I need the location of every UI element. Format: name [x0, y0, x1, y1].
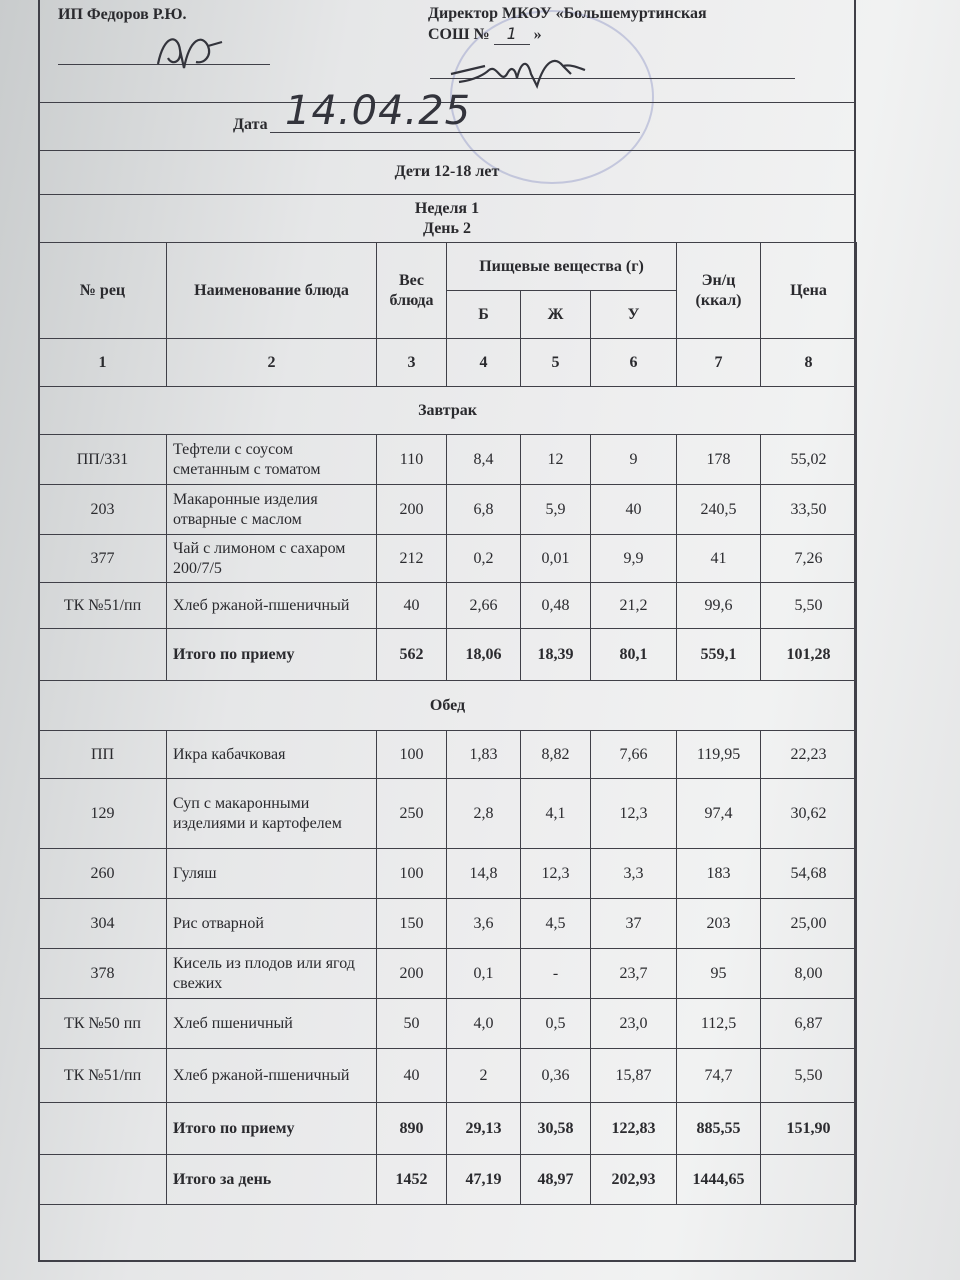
dish-name: Кисель из плодов или ягод свежих [167, 949, 377, 999]
recipe-number: 129 [39, 779, 167, 849]
energy-value: 99,6 [677, 583, 761, 629]
dish-name: Макаронные изделия отварные с маслом [167, 485, 377, 535]
dish-weight: 150 [377, 899, 447, 949]
dish-name: Хлеб пшеничный [167, 999, 377, 1049]
lunch-section-row [39, 681, 857, 731]
total-label: Итого по приему [167, 629, 377, 681]
protein-value: 6,8 [447, 485, 521, 535]
carbs-value: 12,3 [591, 779, 677, 849]
column-number-row [39, 339, 857, 387]
breakfast-title: Завтрак [39, 387, 857, 435]
day-total-price [761, 1155, 857, 1205]
dish-weight: 50 [377, 999, 447, 1049]
dish-name: Гуляш [167, 849, 377, 899]
carbs-value: 37 [591, 899, 677, 949]
dish-name: Тефтели с соусом сметанным с томатом [167, 435, 377, 485]
dish-weight: 40 [377, 583, 447, 629]
energy-value: 203 [677, 899, 761, 949]
supplier-signature [150, 28, 230, 74]
table-row [39, 435, 857, 485]
total-protein: 29,13 [447, 1103, 521, 1155]
recipe-number: 377 [39, 535, 167, 583]
price-value: 54,68 [761, 849, 857, 899]
energy-value: 183 [677, 849, 761, 899]
col-protein-header: Б [447, 291, 521, 339]
column-number: 8 [761, 339, 857, 387]
energy-value: 95 [677, 949, 761, 999]
total-price: 151,90 [761, 1103, 857, 1155]
dish-weight: 212 [377, 535, 447, 583]
fat-value: - [521, 949, 591, 999]
carbs-value: 21,2 [591, 583, 677, 629]
protein-value: 0,2 [447, 535, 521, 583]
price-value: 7,26 [761, 535, 857, 583]
fat-value: 12,3 [521, 849, 591, 899]
table-row [39, 731, 857, 779]
breakfast-total-row [39, 629, 857, 681]
fat-value: 5,9 [521, 485, 591, 535]
age-group: Дети 12-18 лет [394, 163, 500, 180]
total-protein: 18,06 [447, 629, 521, 681]
energy-value: 112,5 [677, 999, 761, 1049]
director-block [428, 4, 707, 45]
date-line [270, 132, 640, 133]
price-value: 8,00 [761, 949, 857, 999]
total-energy: 559,1 [677, 629, 761, 681]
protein-value: 1,83 [447, 731, 521, 779]
dish-name: Икра кабачковая [167, 731, 377, 779]
recipe-number: 260 [39, 849, 167, 899]
total-energy: 885,55 [677, 1103, 761, 1155]
column-number: 2 [167, 339, 377, 387]
table-row [39, 583, 857, 629]
energy-value: 74,7 [677, 1049, 761, 1103]
table-row [39, 535, 857, 583]
carbs-value: 3,3 [591, 849, 677, 899]
col-dish-header: Наименование блюда [167, 243, 377, 339]
director-title: Директор МКОУ «Большемуртинская [428, 5, 707, 22]
total-carbs: 122,83 [591, 1103, 677, 1155]
school-line [428, 24, 707, 45]
price-value: 33,50 [761, 485, 857, 535]
protein-value: 0,1 [447, 949, 521, 999]
recipe-number: ТК №51/пп [39, 1049, 167, 1103]
carbs-value: 23,0 [591, 999, 677, 1049]
protein-value: 8,4 [447, 435, 521, 485]
col-weight-header: Вес блюда [377, 243, 447, 339]
group-rule [38, 194, 856, 195]
carbs-value: 23,7 [591, 949, 677, 999]
dish-name: Суп с макаронными изделиями и картофелем [167, 779, 377, 849]
carbs-value: 15,87 [591, 1049, 677, 1103]
lunch-total-row [39, 1103, 857, 1155]
column-number: 4 [447, 339, 521, 387]
table-row [39, 485, 857, 535]
day-total-row [39, 1155, 857, 1205]
column-number: 7 [677, 339, 761, 387]
table-row [39, 949, 857, 999]
school-number: 1 [494, 24, 530, 45]
school-suffix: » [533, 26, 542, 43]
energy-value: 119,95 [677, 731, 761, 779]
empty-cell [39, 1155, 167, 1205]
day-total-weight: 1452 [377, 1155, 447, 1205]
protein-value: 2,66 [447, 583, 521, 629]
table-row [39, 899, 857, 949]
recipe-number: ПП/331 [39, 435, 167, 485]
col-recipe-header: № рец [39, 243, 167, 339]
protein-value: 2 [447, 1049, 521, 1103]
dish-name: Хлеб ржаной-пшеничный [167, 583, 377, 629]
fat-value: 0,5 [521, 999, 591, 1049]
price-value: 5,50 [761, 583, 857, 629]
recipe-number: ТК №50 пп [39, 999, 167, 1049]
recipe-number: ПП [39, 731, 167, 779]
supplier-name: ИП Федоров Р.Ю. [58, 6, 187, 23]
total-label: Итого по приему [167, 1103, 377, 1155]
recipe-number: 378 [39, 949, 167, 999]
breakfast-section-row [39, 387, 857, 435]
recipe-number: ТК №51/пп [39, 583, 167, 629]
carbs-value: 9,9 [591, 535, 677, 583]
fat-value: 0,01 [521, 535, 591, 583]
protein-value: 14,8 [447, 849, 521, 899]
fat-value: 12 [521, 435, 591, 485]
dish-weight: 110 [377, 435, 447, 485]
school-prefix: СОШ № [428, 26, 490, 43]
day-total-energy: 1444,65 [677, 1155, 761, 1205]
col-carbs-header: У [591, 291, 677, 339]
week-label: Неделя 1 [414, 200, 480, 217]
day-total-protein: 47,19 [447, 1155, 521, 1205]
price-value: 22,23 [761, 731, 857, 779]
energy-value: 240,5 [677, 485, 761, 535]
empty-cell [39, 629, 167, 681]
total-weight: 562 [377, 629, 447, 681]
header-row-1 [39, 243, 857, 291]
day-label: День 2 [423, 220, 471, 237]
col-nutrients-header: Пищевые вещества (г) [447, 243, 677, 291]
dish-weight: 200 [377, 485, 447, 535]
column-number: 6 [591, 339, 677, 387]
recipe-number: 304 [39, 899, 167, 949]
table-row [39, 999, 857, 1049]
recipe-number: 203 [39, 485, 167, 535]
price-value: 5,50 [761, 1049, 857, 1103]
col-price-header: Цена [761, 243, 857, 339]
price-value: 55,02 [761, 435, 857, 485]
total-fat: 18,39 [521, 629, 591, 681]
price-value: 25,00 [761, 899, 857, 949]
date-value: 14.04.25 [285, 88, 472, 134]
carbs-value: 40 [591, 485, 677, 535]
date-label: Дата [233, 116, 268, 133]
total-price: 101,28 [761, 629, 857, 681]
table-row [39, 1049, 857, 1103]
menu-table [38, 242, 857, 1205]
day-total-label: Итого за день [167, 1155, 377, 1205]
total-weight: 890 [377, 1103, 447, 1155]
protein-value: 2,8 [447, 779, 521, 849]
price-value: 30,62 [761, 779, 857, 849]
dish-weight: 200 [377, 949, 447, 999]
day-total-carbs: 202,93 [591, 1155, 677, 1205]
dish-name: Чай с лимоном с сахаром 200/7/5 [167, 535, 377, 583]
date-rule [38, 150, 856, 151]
total-fat: 30,58 [521, 1103, 591, 1155]
col-fat-header: Ж [521, 291, 591, 339]
dish-weight: 250 [377, 779, 447, 849]
column-number: 3 [377, 339, 447, 387]
energy-value: 97,4 [677, 779, 761, 849]
price-value: 6,87 [761, 999, 857, 1049]
table-row [39, 849, 857, 899]
lunch-title: Обед [39, 681, 857, 731]
carbs-value: 9 [591, 435, 677, 485]
dish-weight: 100 [377, 731, 447, 779]
protein-value: 3,6 [447, 899, 521, 949]
dish-weight: 100 [377, 849, 447, 899]
fat-value: 4,1 [521, 779, 591, 849]
column-number: 1 [39, 339, 167, 387]
dish-name: Хлеб ржаной-пшеничный [167, 1049, 377, 1103]
fat-value: 0,48 [521, 583, 591, 629]
fat-value: 8,82 [521, 731, 591, 779]
dish-weight: 40 [377, 1049, 447, 1103]
total-carbs: 80,1 [591, 629, 677, 681]
day-total-fat: 48,97 [521, 1155, 591, 1205]
table-row [39, 779, 857, 849]
dish-name: Рис отварной [167, 899, 377, 949]
energy-value: 41 [677, 535, 761, 583]
column-number: 5 [521, 339, 591, 387]
col-energy-header: Эн/ц (ккал) [677, 243, 761, 339]
carbs-value: 7,66 [591, 731, 677, 779]
protein-value: 4,0 [447, 999, 521, 1049]
fat-value: 4,5 [521, 899, 591, 949]
empty-cell [39, 1103, 167, 1155]
fat-value: 0,36 [521, 1049, 591, 1103]
energy-value: 178 [677, 435, 761, 485]
